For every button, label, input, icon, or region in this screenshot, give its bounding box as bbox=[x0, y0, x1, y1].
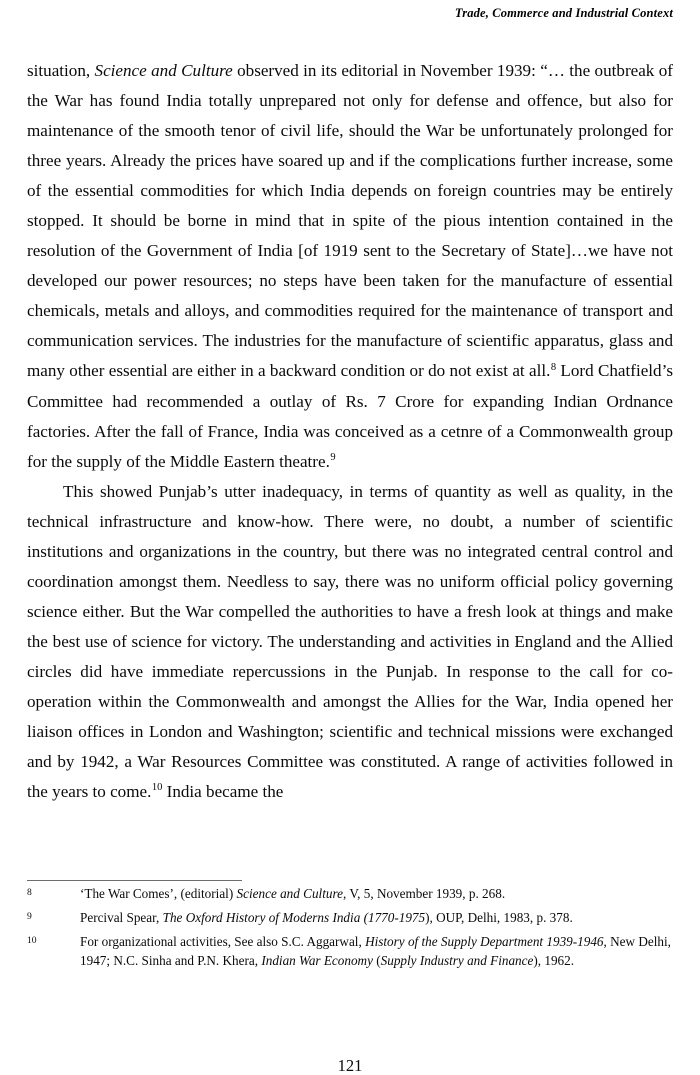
footnote-item bbox=[27, 884, 673, 903]
footnote-text: For organizational activities, See also S.C. Aggarwal, History of the Supply Department 1939-1946, New Delhi, 1947; N.C. Sinha and P.N. Khera, Indian War Economy (Supply Industry and Finance), 1962. bbox=[80, 933, 671, 968]
footnote-text: ‘The War Comes’, (editorial) Science and Culture, V, 5, November 1939, p. 268. bbox=[80, 886, 506, 901]
footnote-item bbox=[27, 932, 673, 971]
footnote-item bbox=[27, 908, 673, 927]
paragraph-1: situation, Science and Culture observed in its editorial in November 1939: “… the outbreak of the War has found India totally unprepared not only for defense and offence, but also for maintenance of the smooth tenor of civil life, should the War be unfortunately prolonged for three years. Already the prices have soared up and if the complications further increase, some of the essential commodities for which India depends on foreign countries may be entirely stopped. It should be borne in mind that in spite of the pious intention contained in the resolution of the Government of India [of 1919 sent to the Secretary of State]…we have not developed our power resources; no steps have been taken for the manufacture of essential chemicals, metals and alloys, and commodities required for the maintenance of transport and communication services. The industries for the manufacture of scientific apparatus, glass and many other essential are either in a backward condition or do not exist at all.$^8$ Lord Chatfield’s Committee had recommended a outlay of Rs. 7 Crore for expanding Indian Ordnance factories. After the fall of France, India was conceived as a cetnre of a Commonwealth group for the supply of the Middle Eastern theatre.$^9$ bbox=[27, 61, 673, 471]
paragraph-2: This showed Punjab’s utter inadequacy, in terms of quantity as well as quality, in the technical infrastructure and know-how. There were, no doubt, a number of scientific institutions and organizations in the country, but there was no integrated central control and coordination amongst them. Needless to say, there was no uniform official policy governing science either. But the War compelled the authorities to have a fresh look at things and make the best use of science for victory. The understanding and activities in England and the Allied circles did have immediate repercussions in the Punjab. In response to the call for co-operation within the Commonwealth and amongst the Allies for the War, India opened her liaison offices in London and Washington; scientific and technical missions were exchanged and by 1942, a War Resources Committee was constituted. A range of activities followed in the years to come.$^{10}$ India became the bbox=[27, 481, 673, 802]
footnote-list bbox=[27, 884, 673, 975]
footnote-text: Percival Spear, The Oxford History of Moderns India (1770-1975), OUP, Delhi, 1983, p. 378. bbox=[80, 909, 573, 925]
body-text-block bbox=[27, 56, 673, 807]
page-number: 121 bbox=[337, 1056, 363, 1075]
running-header: Trade, Commerce and Industrial Context bbox=[454, 6, 673, 20]
footnote-marker: 10 bbox=[27, 934, 37, 946]
footnote-marker: 9 bbox=[27, 910, 32, 922]
footnote-separator-rule bbox=[27, 880, 242, 881]
footnote-marker: 8 bbox=[27, 887, 32, 898]
